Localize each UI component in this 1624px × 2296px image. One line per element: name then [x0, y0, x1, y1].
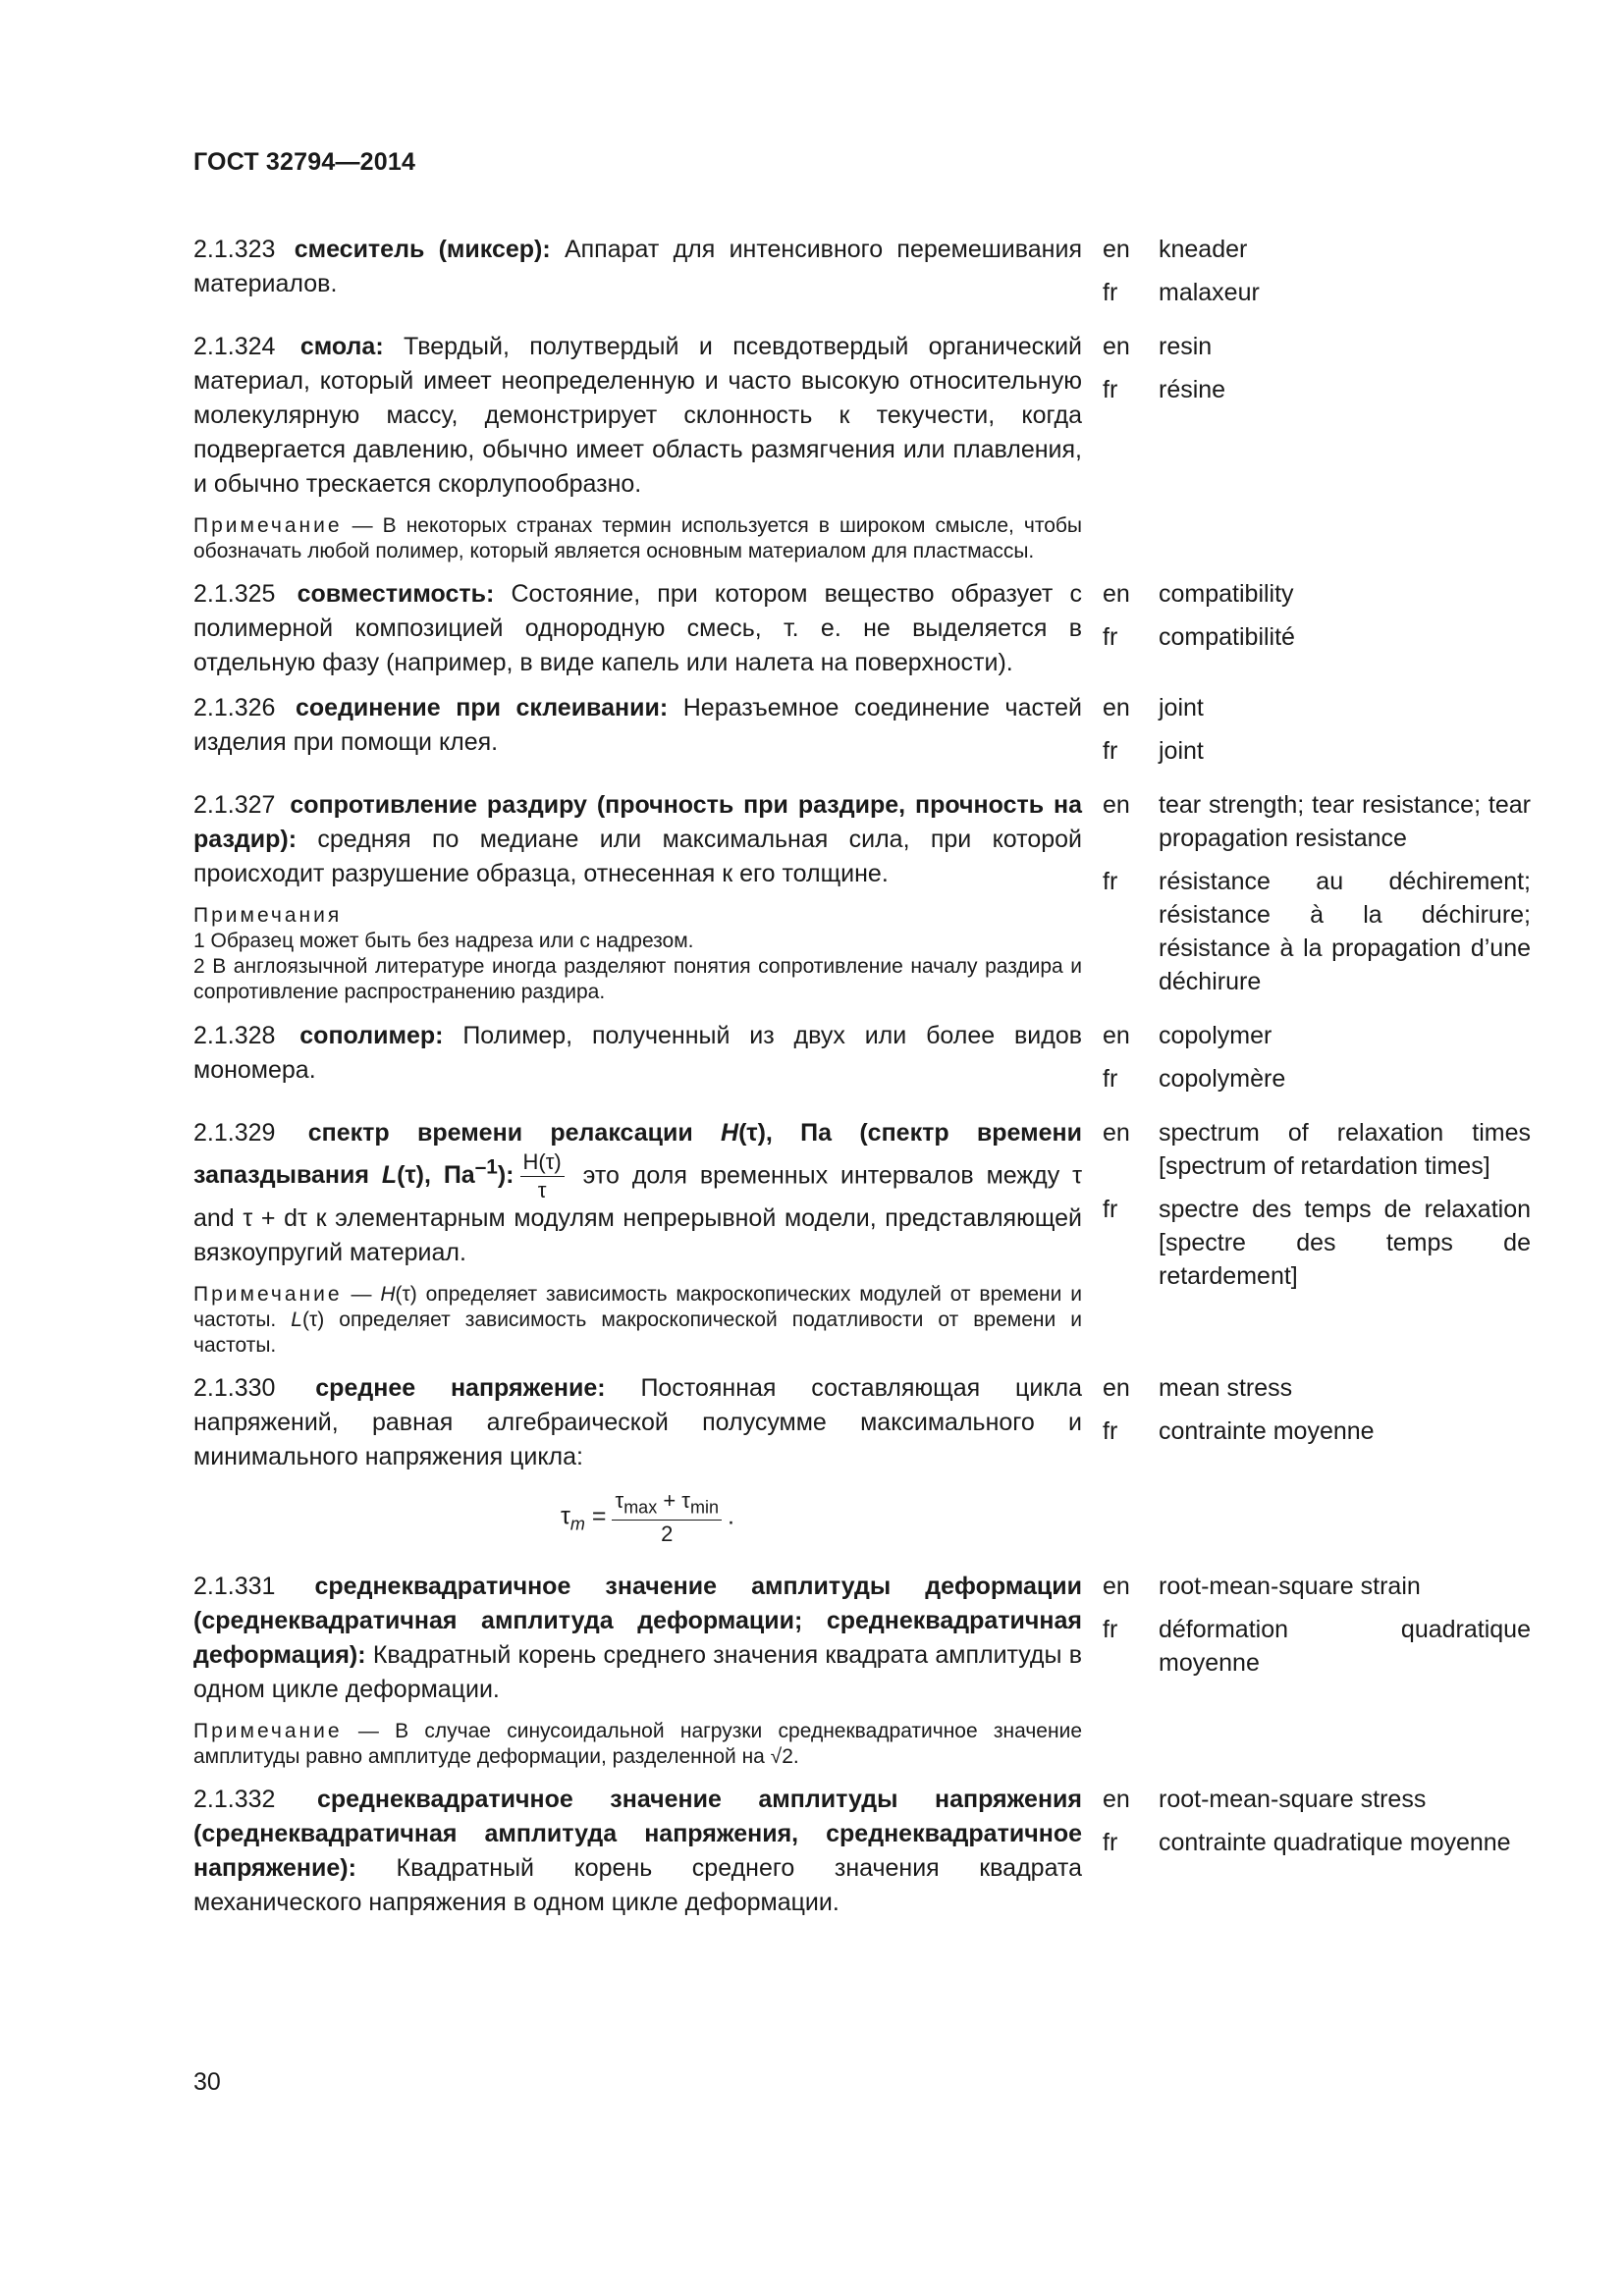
- term-entry: [193, 1019, 1531, 1105]
- definition-text: это доля временных интервалов между τ and τ + dτ к элементарным модулям непрерывной модели, представляющей вязкоупругий материал.: [193, 1161, 1082, 1267]
- definition-text: средняя по медиане или максимальная сила, при которой происходит разрушение образца, отнесенная к его толщине.: [193, 826, 1082, 887]
- term-list: [193, 233, 1531, 1931]
- lang-code-fr: fr: [1103, 376, 1118, 403]
- term-name: совместимость:: [297, 580, 495, 608]
- french-term: résistance au déchirement; résistance à la déchirure; résistance à la propagation d’une déchirure: [1159, 868, 1531, 995]
- fraction-formula: [520, 1151, 565, 1201]
- note-item: 1 Образец может быть без надреза или с надрезом.: [193, 930, 694, 952]
- term-definition: [193, 1783, 1082, 1920]
- french-term: contrainte quadratique moyenne: [1159, 1828, 1511, 1856]
- term-name: сополимер:: [299, 1022, 444, 1049]
- language-equivalents: [1103, 1783, 1531, 1869]
- note-item: 2 В англоязычной литературе иногда разделяют понятия сопротивление началу раздира и сопротивление распространению раздира.: [193, 955, 1082, 1003]
- term-number: 2.1.327: [193, 791, 276, 819]
- definition-text: Квадратный корень среднего значения квадрата амплитуды в одном цикле деформации.: [193, 1640, 1082, 1703]
- language-equivalents: [1103, 1019, 1531, 1105]
- note-text: В некоторых странах термин используется в широком смысле, чтобы обозначать любой полимер, который является основным материалом для пластмассы.: [193, 514, 1082, 562]
- english-term: kneader: [1159, 236, 1248, 263]
- term-definition: [193, 1116, 1082, 1270]
- term-note: Примечание — H(τ) определяет зависимость макроскопических модулей от времени и частоты. L(τ) определяет зависимость макроскопической податливости от времени и частоты.: [193, 1283, 1082, 1358]
- lang-code-en: en: [1103, 333, 1130, 360]
- term-number: 2.1.323: [193, 236, 276, 263]
- lang-code-fr: fr: [1103, 1828, 1118, 1856]
- definition-text: Состояние, при котором вещество образует с полимерной композицией однородную смесь, т. е. не выделяется в отдельную фазу (например, в виде капель или налета на поверхности).: [193, 580, 1082, 676]
- language-equivalents: [1103, 691, 1531, 777]
- english-term: mean stress: [1159, 1374, 1293, 1403]
- french-term: malaxeur: [1159, 279, 1260, 306]
- fraction-numerator: H(τ): [520, 1151, 565, 1177]
- term-number: 2.1.326: [193, 694, 276, 721]
- term-name: смола:: [299, 333, 384, 360]
- definition-text: Аппарат для интенсивного перемешивания материалов.: [193, 236, 1082, 297]
- term-number: 2.1.328: [193, 1022, 276, 1049]
- french-term: résine: [1159, 376, 1226, 403]
- term-name: соединение при склеивании:: [295, 694, 669, 721]
- english-term: joint: [1159, 694, 1204, 721]
- lang-code-en: en: [1103, 580, 1130, 608]
- term-entry: [193, 577, 1531, 680]
- fraction-denominator: τ: [537, 1178, 547, 1203]
- lang-code-en: en: [1103, 1022, 1130, 1049]
- term-definition: [193, 1019, 1082, 1088]
- lang-code-en: en: [1103, 1119, 1130, 1147]
- note-label: Примечание: [193, 1283, 343, 1307]
- french-term: joint: [1159, 737, 1204, 765]
- lang-code-fr: fr: [1103, 1196, 1118, 1223]
- language-equivalents: [1103, 330, 1531, 416]
- definition-text: Твердый, полутвердый и псевдотвердый органический материал, который имеет неопределенную и часто высокую относительную молекулярную массу, демонстрирует склонность к текучести, когда подвергается давлению, обычно имеет область размягчения или плавления, и обычно трескается скорлупообразно.: [193, 333, 1083, 498]
- lang-code-fr: fr: [1103, 279, 1118, 306]
- note-label: Примечание: [193, 1719, 343, 1742]
- note-text: В случае синусоидальной нагрузки среднеквадратичное значение амплитуды равно амплитуде деформации, разделенной на √2.: [193, 1719, 1082, 1768]
- definition-text: Неразъемное соединение частей изделия при помощи клея.: [193, 694, 1083, 756]
- french-term: copolymère: [1159, 1065, 1286, 1093]
- lang-code-fr: fr: [1103, 1417, 1118, 1446]
- term-definition: [193, 330, 1082, 502]
- english-term: compatibility: [1159, 580, 1294, 608]
- french-term: déformation quadratique moyenne: [1159, 1615, 1531, 1677]
- language-equivalents: [1103, 1116, 1531, 1303]
- mean-stress-formula: $\tau_m$ = $\frac{\tau_{max} + \tau_{min}}{2}$ .: [561, 1488, 734, 1546]
- french-term: spectre des temps de relaxation [spectre des temps de retardement]: [1159, 1196, 1531, 1290]
- term-name: сопротивление раздиру (прочность при раздире, прочность на раздир):: [193, 791, 1082, 853]
- term-definition: [193, 1570, 1082, 1707]
- definition-text: Постоянная составляющая цикла напряжений, равная алгебраической полусумме максимального и минимального напряжения цикла:: [193, 1374, 1082, 1471]
- notes-label: Примечания: [193, 904, 343, 927]
- term-note: Примечание — В некоторых странах термин используется в широком смысле, чтобы обозначать любой полимер, который является основным материалом для пластмассы.: [193, 514, 1082, 562]
- english-term: tear strength; tear resistance; tear propagation resistance: [1159, 791, 1531, 852]
- term-name: среднеквадратичное значение амплитуды деформации (среднеквадратичная амплитуда деформации; среднеквадратичная деформация):: [193, 1572, 1082, 1669]
- lang-code-en: en: [1103, 236, 1130, 263]
- lang-code-fr: fr: [1103, 623, 1118, 651]
- lang-code-fr: fr: [1103, 1065, 1118, 1093]
- fraction-denominator: 2: [661, 1521, 674, 1546]
- term-definition: [193, 1371, 1082, 1474]
- term-number: 2.1.325: [193, 580, 276, 608]
- term-name: смеситель (миксер):: [294, 236, 551, 263]
- term-name: среднеквадратичное значение амплитуды напряжения (среднеквадратичная амплитуда напряжения, среднеквадратичное напряжение):: [193, 1785, 1083, 1882]
- term-note: Примечание — В случае синусоидальной нагрузки среднеквадратичное значение амплитуды равно амплитуде деформации, разделенной на √2.: [193, 1719, 1082, 1768]
- lang-code-en: en: [1103, 1572, 1130, 1600]
- term-definition: [193, 788, 1082, 891]
- term-number: 2.1.332: [193, 1785, 276, 1813]
- term-entry: [193, 1570, 1531, 1772]
- term-entry: [193, 691, 1531, 777]
- term-notes: [193, 903, 1082, 1005]
- french-term: contrainte moyenne: [1159, 1417, 1375, 1446]
- english-term: spectrum of relaxation times [spectrum of retardation times]: [1159, 1119, 1531, 1180]
- english-term: root-mean-square stress: [1159, 1785, 1427, 1813]
- term-entry: [193, 1783, 1531, 1920]
- french-term: compatibilité: [1159, 623, 1295, 651]
- english-term: copolymer: [1159, 1022, 1272, 1049]
- lang-code-fr: fr: [1103, 737, 1118, 765]
- note-label: Примечание: [193, 514, 343, 537]
- lang-code-en: en: [1103, 694, 1130, 721]
- language-equivalents: [1103, 1371, 1531, 1458]
- term-definition: [193, 691, 1082, 760]
- english-term: resin: [1159, 333, 1213, 360]
- term-entry: [193, 233, 1531, 319]
- lang-code-en: en: [1103, 791, 1130, 819]
- term-definition: [193, 577, 1082, 680]
- fraction-numerator: $\tau_{max} + \tau_{min}$: [612, 1490, 722, 1520]
- language-equivalents: [1103, 1570, 1531, 1689]
- term-entry: [193, 1371, 1531, 1558]
- document-header: ГОСТ 32794—2014: [193, 148, 416, 176]
- term-number: 2.1.329: [193, 1119, 276, 1147]
- english-term: root-mean-square strain: [1159, 1572, 1421, 1600]
- term-entry: [193, 788, 1531, 1008]
- language-equivalents: [1103, 788, 1531, 1008]
- lang-code-en: en: [1103, 1785, 1130, 1813]
- term-entry: [193, 1116, 1531, 1361]
- term-entry: [193, 330, 1531, 566]
- lang-code-fr: fr: [1103, 1615, 1118, 1643]
- term-number: 2.1.324: [193, 333, 276, 360]
- language-equivalents: [1103, 577, 1531, 664]
- term-number: 2.1.331: [193, 1572, 276, 1600]
- page-number: 30: [193, 2068, 221, 2096]
- definition-text: Квадратный корень среднего значения квадрата механического напряжения в одном цикле деформации.: [193, 1853, 1082, 1916]
- term-number: 2.1.330: [193, 1374, 276, 1403]
- lang-code-en: en: [1103, 1374, 1130, 1403]
- lang-code-fr: fr: [1103, 868, 1118, 895]
- term-definition: [193, 233, 1082, 301]
- term-name: среднее напряжение:: [315, 1374, 606, 1403]
- term-name: спектр времени релаксации H(τ), Па (спектр времени запаздывания L(τ), $Па^{-1}$):: [193, 1119, 1082, 1190]
- language-equivalents: [1103, 233, 1531, 319]
- definition-text: Полимер, полученный из двух или более видов мономера.: [193, 1022, 1083, 1084]
